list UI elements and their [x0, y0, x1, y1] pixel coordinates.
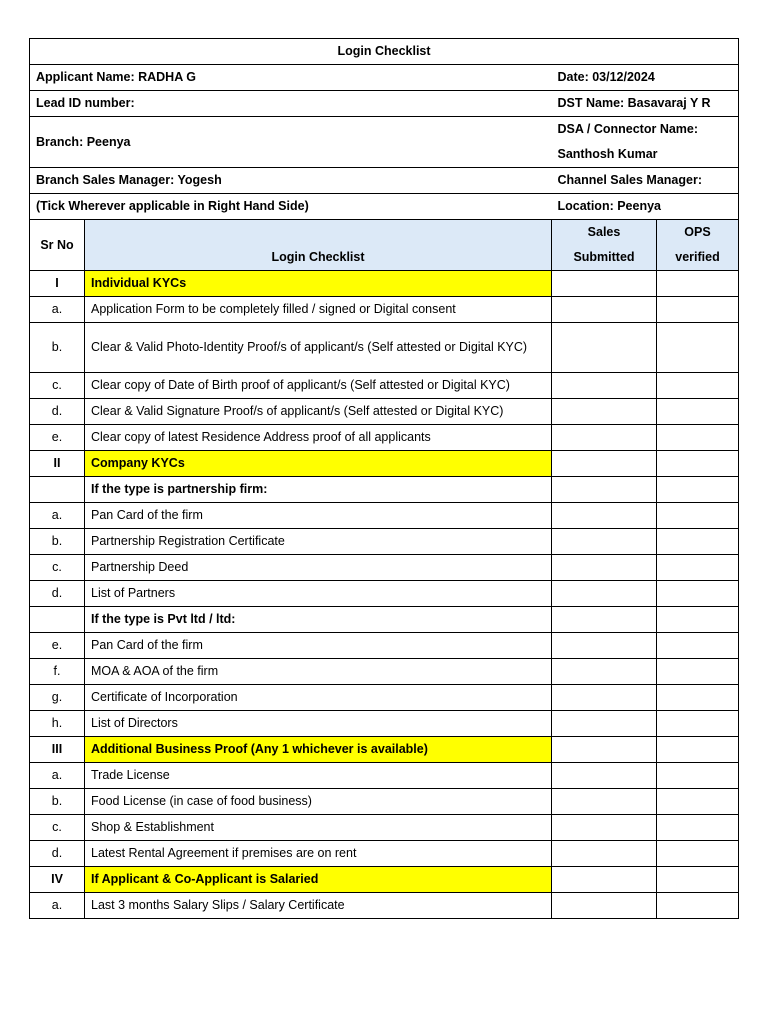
checklist-item-text: Latest Rental Agreement if premises are on rent — [85, 841, 552, 867]
row-sr-no: III — [30, 737, 85, 763]
checklist-item-text: Pan Card of the firm — [85, 503, 552, 529]
ops-verified-cell[interactable] — [657, 659, 739, 685]
checklist-item-text: List of Directors — [85, 711, 552, 737]
checklist-row — [30, 555, 739, 581]
ops-verified-cell[interactable] — [657, 477, 739, 503]
checklist-item-text: Clear & Valid Signature Proof/s of applicant/s (Self attested or Digital KYC) — [85, 399, 552, 425]
sales-submitted-cell[interactable] — [552, 477, 657, 503]
ops-verified-cell[interactable] — [657, 581, 739, 607]
column-header-checklist: Login Checklist — [85, 220, 552, 271]
sales-submitted-cell[interactable] — [552, 323, 657, 373]
row-sr-no: b. — [30, 529, 85, 555]
sales-submitted-cell[interactable] — [552, 529, 657, 555]
ops-verified-cell[interactable] — [657, 711, 739, 737]
checklist-row — [30, 373, 739, 399]
row-sr-no — [30, 477, 85, 503]
ops-verified-cell[interactable] — [657, 633, 739, 659]
checklist-item-text: Food License (in case of food business) — [85, 789, 552, 815]
section-title: Company KYCs — [85, 451, 552, 477]
row-sr-no: IV — [30, 867, 85, 893]
checklist-row — [30, 425, 739, 451]
sales-submitted-cell[interactable] — [552, 555, 657, 581]
dst-name: DST Name: Basavaraj Y R — [552, 91, 739, 117]
row-sr-no: I — [30, 271, 85, 297]
checklist-row — [30, 399, 739, 425]
ops-verified-cell[interactable] — [657, 323, 739, 373]
column-header-sales-submitted — [552, 220, 657, 271]
checklist-row — [30, 297, 739, 323]
checklist-item-text: If the type is Pvt ltd / ltd: — [85, 607, 552, 633]
branch: Branch: Peenya — [30, 117, 552, 168]
checklist-row — [30, 763, 739, 789]
ops-verified-cell[interactable] — [657, 555, 739, 581]
checklist-row — [30, 607, 739, 633]
checklist-item-text: Application Form to be completely filled / signed or Digital consent — [85, 297, 552, 323]
checklist-item-text: Clear copy of latest Residence Address proof of all applicants — [85, 425, 552, 451]
column-header-srno: Sr No — [30, 220, 85, 271]
checklist-item-text: MOA & AOA of the firm — [85, 659, 552, 685]
ops-verified-cell[interactable] — [657, 529, 739, 555]
checklist-row — [30, 789, 739, 815]
sales-submitted-cell[interactable] — [552, 271, 657, 297]
section-title: Additional Business Proof (Any 1 whichever is available) — [85, 737, 552, 763]
ops-verified-cell[interactable] — [657, 893, 739, 919]
sales-submitted-cell[interactable] — [552, 425, 657, 451]
sales-submitted-cell[interactable] — [552, 399, 657, 425]
sales-submitted-cell[interactable] — [552, 373, 657, 399]
checklist-row — [30, 711, 739, 737]
checklist-item-text: Shop & Establishment — [85, 815, 552, 841]
applicant-name: Applicant Name: RADHA G — [30, 65, 552, 91]
ops-verified-cell[interactable] — [657, 271, 739, 297]
checklist-row — [30, 841, 739, 867]
checklist-row — [30, 477, 739, 503]
row-sr-no: c. — [30, 373, 85, 399]
submitted-label: Submitted — [573, 250, 635, 264]
checklist-row — [30, 503, 739, 529]
section-title: Individual KYCs — [85, 271, 552, 297]
ops-verified-cell[interactable] — [657, 451, 739, 477]
row-sr-no: h. — [30, 711, 85, 737]
row-sr-no: b. — [30, 789, 85, 815]
sales-submitted-cell[interactable] — [552, 893, 657, 919]
sales-submitted-cell[interactable] — [552, 737, 657, 763]
checklist-row — [30, 893, 739, 919]
ops-verified-cell[interactable] — [657, 763, 739, 789]
ops-verified-cell[interactable] — [657, 607, 739, 633]
checklist-row — [30, 685, 739, 711]
checklist-item-text: Clear copy of Date of Birth proof of applicant/s (Self attested or Digital KYC) — [85, 373, 552, 399]
checklist-row — [30, 815, 739, 841]
row-sr-no: c. — [30, 555, 85, 581]
ops-verified-cell[interactable] — [657, 789, 739, 815]
sales-submitted-cell[interactable] — [552, 867, 657, 893]
checklist-table — [29, 38, 739, 919]
checklist-item-text: Certificate of Incorporation — [85, 685, 552, 711]
row-sr-no — [30, 607, 85, 633]
verified-label: verified — [675, 250, 720, 264]
row-sr-no: f. — [30, 659, 85, 685]
row-sr-no: d. — [30, 581, 85, 607]
sales-submitted-cell[interactable] — [552, 789, 657, 815]
ops-verified-cell[interactable] — [657, 297, 739, 323]
sales-submitted-cell[interactable] — [552, 841, 657, 867]
checklist-item-text: Last 3 months Salary Slips / Salary Certificate — [85, 893, 552, 919]
row-sr-no: e. — [30, 425, 85, 451]
checklist-item-text: Pan Card of the firm — [85, 633, 552, 659]
dsa-connector-name: DSA / Connector Name: Santhosh Kumar — [552, 117, 739, 168]
row-sr-no: e. — [30, 633, 85, 659]
lead-id: Lead ID number: — [30, 91, 552, 117]
ops-verified-cell[interactable] — [657, 373, 739, 399]
section-title: If Applicant & Co-Applicant is Salaried — [85, 867, 552, 893]
checklist-item-text: Partnership Deed — [85, 555, 552, 581]
location: Location: Peenya — [552, 194, 739, 220]
ops-verified-cell[interactable] — [657, 841, 739, 867]
checklist-row — [30, 633, 739, 659]
sales-submitted-cell[interactable] — [552, 763, 657, 789]
row-sr-no: d. — [30, 399, 85, 425]
ops-verified-cell[interactable] — [657, 399, 739, 425]
checklist-row — [30, 529, 739, 555]
channel-sales-manager: Channel Sales Manager: — [552, 168, 739, 194]
sales-submitted-cell[interactable] — [552, 451, 657, 477]
sales-submitted-cell[interactable] — [552, 607, 657, 633]
checklist-item-text: Clear & Valid Photo-Identity Proof/s of applicant/s (Self attested or Digital KYC) — [85, 323, 552, 373]
column-header-ops-verified — [657, 220, 739, 271]
row-sr-no: a. — [30, 503, 85, 529]
checklist-row — [30, 323, 739, 373]
row-sr-no: b. — [30, 323, 85, 373]
checklist-row — [30, 581, 739, 607]
sales-submitted-cell[interactable] — [552, 297, 657, 323]
tick-instruction: (Tick Wherever applicable in Right Hand Side) — [30, 194, 552, 220]
sales-label: Sales — [587, 225, 621, 239]
section-row — [30, 867, 739, 893]
section-row — [30, 451, 739, 477]
ops-label: OPS — [684, 225, 711, 239]
branch-sales-manager: Branch Sales Manager: Yogesh — [30, 168, 552, 194]
ops-verified-cell[interactable] — [657, 425, 739, 451]
checklist-item-text: If the type is partnership firm: — [85, 477, 552, 503]
sales-submitted-cell[interactable] — [552, 685, 657, 711]
sales-submitted-cell[interactable] — [552, 503, 657, 529]
checklist-item-text: Partnership Registration Certificate — [85, 529, 552, 555]
login-checklist-sheet — [29, 38, 738, 919]
ops-verified-cell[interactable] — [657, 867, 739, 893]
section-row — [30, 271, 739, 297]
checklist-item-text: List of Partners — [85, 581, 552, 607]
page-title: Login Checklist — [30, 39, 739, 65]
row-sr-no: II — [30, 451, 85, 477]
sales-submitted-cell[interactable] — [552, 633, 657, 659]
sales-submitted-cell[interactable] — [552, 581, 657, 607]
row-sr-no: c. — [30, 815, 85, 841]
date: Date: 03/12/2024 — [552, 65, 739, 91]
sales-submitted-cell[interactable] — [552, 711, 657, 737]
row-sr-no: a. — [30, 763, 85, 789]
checklist-item-text: Trade License — [85, 763, 552, 789]
row-sr-no: d. — [30, 841, 85, 867]
section-row — [30, 737, 739, 763]
checklist-row — [30, 659, 739, 685]
sales-submitted-cell[interactable] — [552, 659, 657, 685]
ops-verified-cell[interactable] — [657, 815, 739, 841]
row-sr-no: a. — [30, 893, 85, 919]
sales-submitted-cell[interactable] — [552, 815, 657, 841]
ops-verified-cell[interactable] — [657, 685, 739, 711]
ops-verified-cell[interactable] — [657, 737, 739, 763]
ops-verified-cell[interactable] — [657, 503, 739, 529]
row-sr-no: g. — [30, 685, 85, 711]
row-sr-no: a. — [30, 297, 85, 323]
